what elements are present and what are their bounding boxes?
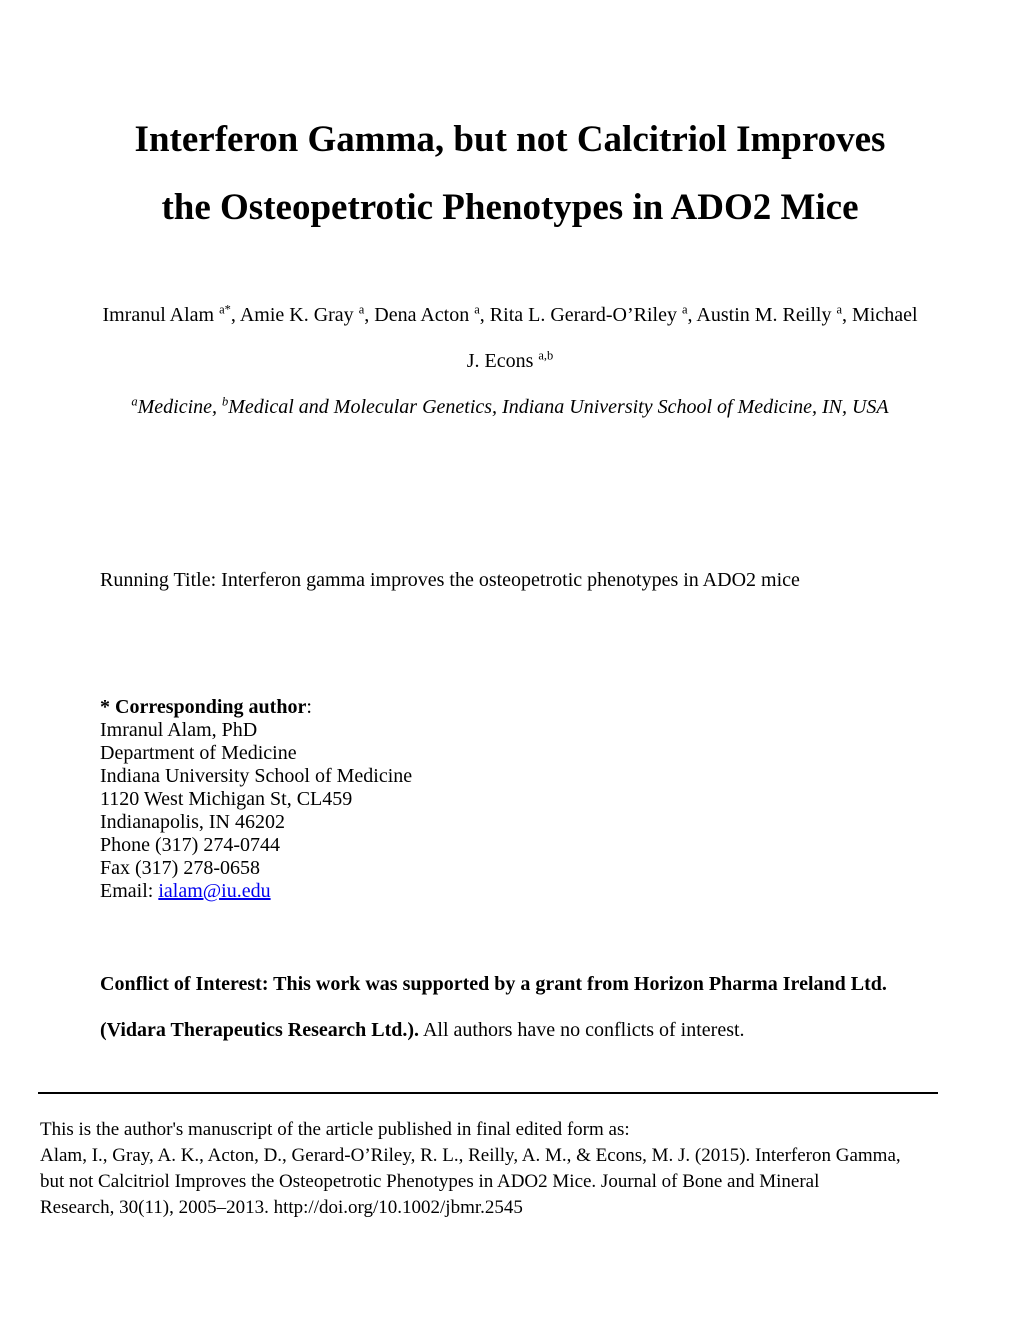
author-affiliation-marker: a,b [538,348,554,363]
author-name: Imranul Alam [102,304,220,326]
paper-title-line2: the Osteopetrotic Phenotypes in ADO2 Mice [161,187,859,228]
author-name: , Dena Acton [364,304,475,326]
corresponding-author-street: 1120 West Michigan St, CL459 [100,788,353,810]
authors-section [100,292,920,430]
footer-citation-line2: but not Calcitriol Improves the Osteopetrotic Phenotypes in ADO2 Mice. Journal of Bone and Mineral [40,1171,820,1192]
author-name: , Amie K. Gray [230,304,359,326]
conflict-of-interest-section [100,961,1000,1053]
author-name: , Rita L. Gerard-O’Riley [479,304,682,326]
paper-title-line1: Interferon Gamma, but not Calcitriol Improves [134,119,886,160]
affiliation-text: Medical and Molecular Genetics, Indiana University School of Medicine, IN, USA [228,396,889,418]
affiliation-text: Medicine, [137,396,222,418]
email-label: Email: [100,880,159,902]
author-list-line1 [100,292,920,338]
author-list-line2 [100,338,920,384]
corresponding-author-label-bold: * Corresponding author [100,696,307,718]
corresponding-author-department: Department of Medicine [100,742,297,764]
corresponding-author-label-colon: : [306,696,312,718]
footer-citation-line1: Alam, I., Gray, A. K., Acton, D., Gerard-O’Riley, R. L., Reilly, A. M., & Econs, M. J. (2015). Interferon Gamma, [40,1145,901,1166]
corresponding-author-city: Indianapolis, IN 46202 [100,811,285,833]
author-affiliation-marker: a* [219,302,231,317]
affiliation-marker: b [222,394,229,409]
conflict-line1: Conflict of Interest: This work was supported by a grant from Horizon Pharma Ireland Ltd. [100,973,887,995]
running-title: Running Title: Interferon gamma improves the osteopetrotic phenotypes in ADO2 mice [100,569,800,591]
author-name: J. Econs [466,350,539,372]
author-affiliation-marker: a [358,302,365,317]
corresponding-author-section [100,696,920,903]
author-name: , Michael [842,304,918,326]
footer-note: This is the author's manuscript of the article published in final edited form as: [40,1119,630,1140]
affiliation-line [100,384,920,430]
conflict-line2-rest: All authors have no conflicts of interest. [419,1019,745,1041]
email-link[interactable]: ialam@iu.edu [158,880,271,902]
corresponding-author-name: Imranul Alam, PhD [100,719,258,741]
conflict-line2-bold: (Vidara Therapeutics Research Ltd.). [100,1019,420,1041]
footer [40,1117,990,1221]
author-name: , Austin M. Reilly [687,304,837,326]
author-affiliation-marker: a [474,302,480,317]
corresponding-author-label [100,696,920,719]
footer-citation-line3: Research, 30(11), 2005–2013. http://doi.org/10.1002/jbmr.2545 [40,1197,523,1218]
corresponding-author-email-line [100,880,920,903]
footer-divider [38,1092,938,1094]
author-affiliation-marker: a [681,302,688,317]
corresponding-author-institution: Indiana University School of Medicine [100,765,413,787]
corresponding-author-phone: Phone (317) 274-0744 [100,834,280,856]
paper-title [0,106,1020,242]
affiliation-marker: a [131,394,138,409]
conflict-line2 [100,1007,1000,1053]
corresponding-author-fax: Fax (317) 278-0658 [100,857,260,879]
author-affiliation-marker: a [836,302,842,317]
